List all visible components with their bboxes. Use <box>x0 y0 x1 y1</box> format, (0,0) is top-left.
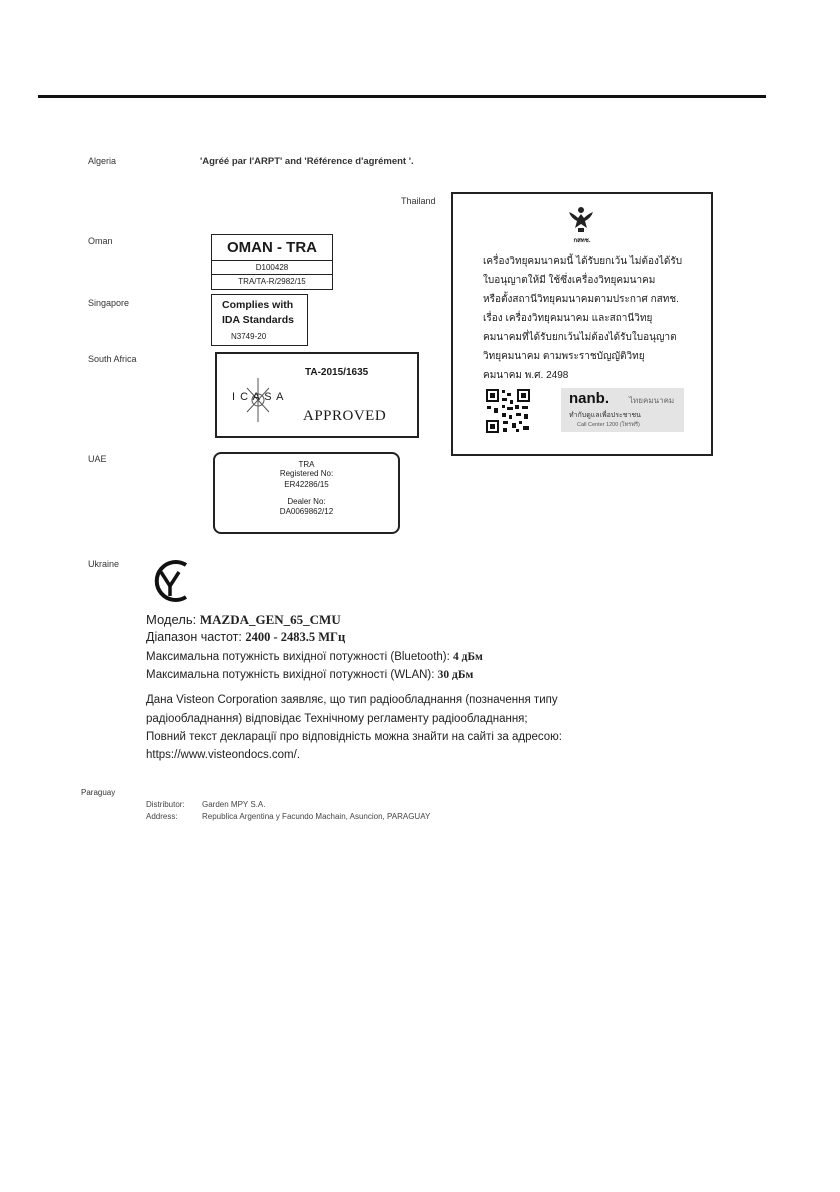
singapore-label <box>211 294 308 346</box>
sg-line-2: IDA Standards <box>222 314 294 326</box>
py-distributor-label: Distributor: <box>146 800 185 809</box>
uae-line-2: Registered No: <box>279 469 334 478</box>
nbtc-card <box>561 388 684 432</box>
country-label-south-africa: South Africa <box>88 354 137 364</box>
country-label-algeria: Algeria <box>88 156 117 166</box>
top-rule <box>38 95 766 98</box>
oman-code-2: TRA/TA-R/2982/15 <box>238 277 306 286</box>
thai-line-4: เรื่อง เครื่องวิทยุคมนาคม และสถานีวิทยุ <box>483 313 653 324</box>
ua-model-line <box>146 612 341 628</box>
ua-declaration-url: https://www.visteondocs.com/. <box>146 749 301 761</box>
thai-line-5: คมนาคมที่ได้รับยกเว้นไม่ต้องได้รับใบอนุญาต <box>483 332 677 343</box>
ukraine-conformity-mark-icon <box>149 556 193 606</box>
country-label-ukraine: Ukraine <box>88 559 120 569</box>
thai-line-2: ใบอนุญาตให้มี ใช้ซึ่งเครื่องวิทยุคมนาคม <box>483 275 656 286</box>
ua-freq-line <box>146 630 345 645</box>
thai-line-1: เครื่องวิทยุคมนาคมนี้ ได้รับยกเว้น ไม่ต้องได้รับ <box>483 256 683 267</box>
country-label-singapore: Singapore <box>88 298 130 308</box>
south-africa-label <box>215 352 419 438</box>
ua-wlan-label: Максимальна потужність вихідної потужності (WLAN): <box>146 669 438 681</box>
ua-declaration-line-3: Повний текст декларації про відповідність можна знайти на сайті за адресою: <box>146 731 562 743</box>
emblem-caption: กสทช. <box>573 238 591 244</box>
country-label-thailand: Thailand <box>401 196 436 206</box>
nbtc-call-center: Call Center 1200 (โทรฟรี) <box>577 422 640 428</box>
ua-model-label: Модель: <box>146 612 200 627</box>
sa-approved: APPROVED <box>303 408 387 424</box>
ua-wlan-value: 30 дБм <box>437 669 474 681</box>
country-label-uae: UAE <box>88 454 107 464</box>
py-distributor-value: Garden MPY S.A. <box>202 800 266 809</box>
ua-wlan-line <box>146 669 473 681</box>
ua-bt-line <box>146 651 483 663</box>
ua-bt-value: 4 дБм <box>453 651 483 663</box>
nbtc-brand: nanb. <box>569 390 609 407</box>
uae-line-3: ER42286/15 <box>284 480 329 489</box>
ua-declaration-line-2: радіообладнання) відповідає Технічному регламенту радіообладнання; <box>146 713 528 725</box>
thai-line-7: คมนาคม พ.ศ. 2498 <box>483 370 569 381</box>
ua-freq-value: 2400 - 2483.5 МГц <box>245 630 346 644</box>
uae-line-5: DA0069862/12 <box>279 507 334 516</box>
algeria-approval-text: 'Agréé par l'ARPT' and 'Référence d'agrément '. <box>200 156 414 167</box>
uae-line-1: TRA <box>298 460 315 469</box>
oman-title: OMAN - TRA <box>212 235 332 261</box>
garuda-emblem-icon <box>567 204 595 234</box>
ua-bt-label: Максимальна потужність вихідної потужності (Bluetooth): <box>146 651 454 663</box>
thai-line-6: วิทยุคมนาคม ตามพระราชบัญญัติวิทยุ <box>483 351 645 362</box>
ua-freq-label: Діапазон частот: <box>146 630 246 644</box>
oman-label <box>211 234 333 290</box>
qr-code-icon <box>485 388 531 434</box>
oman-code-1: D100428 <box>212 261 332 275</box>
country-label-oman: Oman <box>88 236 113 246</box>
ua-model-value: MAZDA_GEN_65_CMU <box>199 612 341 627</box>
thailand-label <box>451 192 713 456</box>
uae-label <box>213 452 400 534</box>
ua-declaration-line-1: Дана Visteon Corporation заявляє, що тип радіообладнання (позначення типу <box>146 694 558 706</box>
nbtc-brand-thai: ไทยคมนาคม <box>629 396 675 405</box>
thai-line-3: หรือตั้งสถานีวิทยุคมนาคมตามประกาศ กสทช. <box>483 294 679 305</box>
icasa-logo: I C A S A <box>232 391 285 403</box>
sg-code: N3749-20 <box>231 332 267 341</box>
py-address-label: Address: <box>146 812 178 821</box>
py-address-value: Republica Argentina y Facundo Machain, Asuncion, PARAGUAY <box>202 812 431 821</box>
sa-ref: TA-2015/1635 <box>305 367 369 378</box>
country-label-paraguay: Paraguay <box>81 788 116 797</box>
sg-line-1: Complies with <box>222 299 294 311</box>
uae-line-4: Dealer No: <box>287 497 326 506</box>
nbtc-tagline: ทำกับดูแลเพื่อประชาชน <box>569 412 641 419</box>
